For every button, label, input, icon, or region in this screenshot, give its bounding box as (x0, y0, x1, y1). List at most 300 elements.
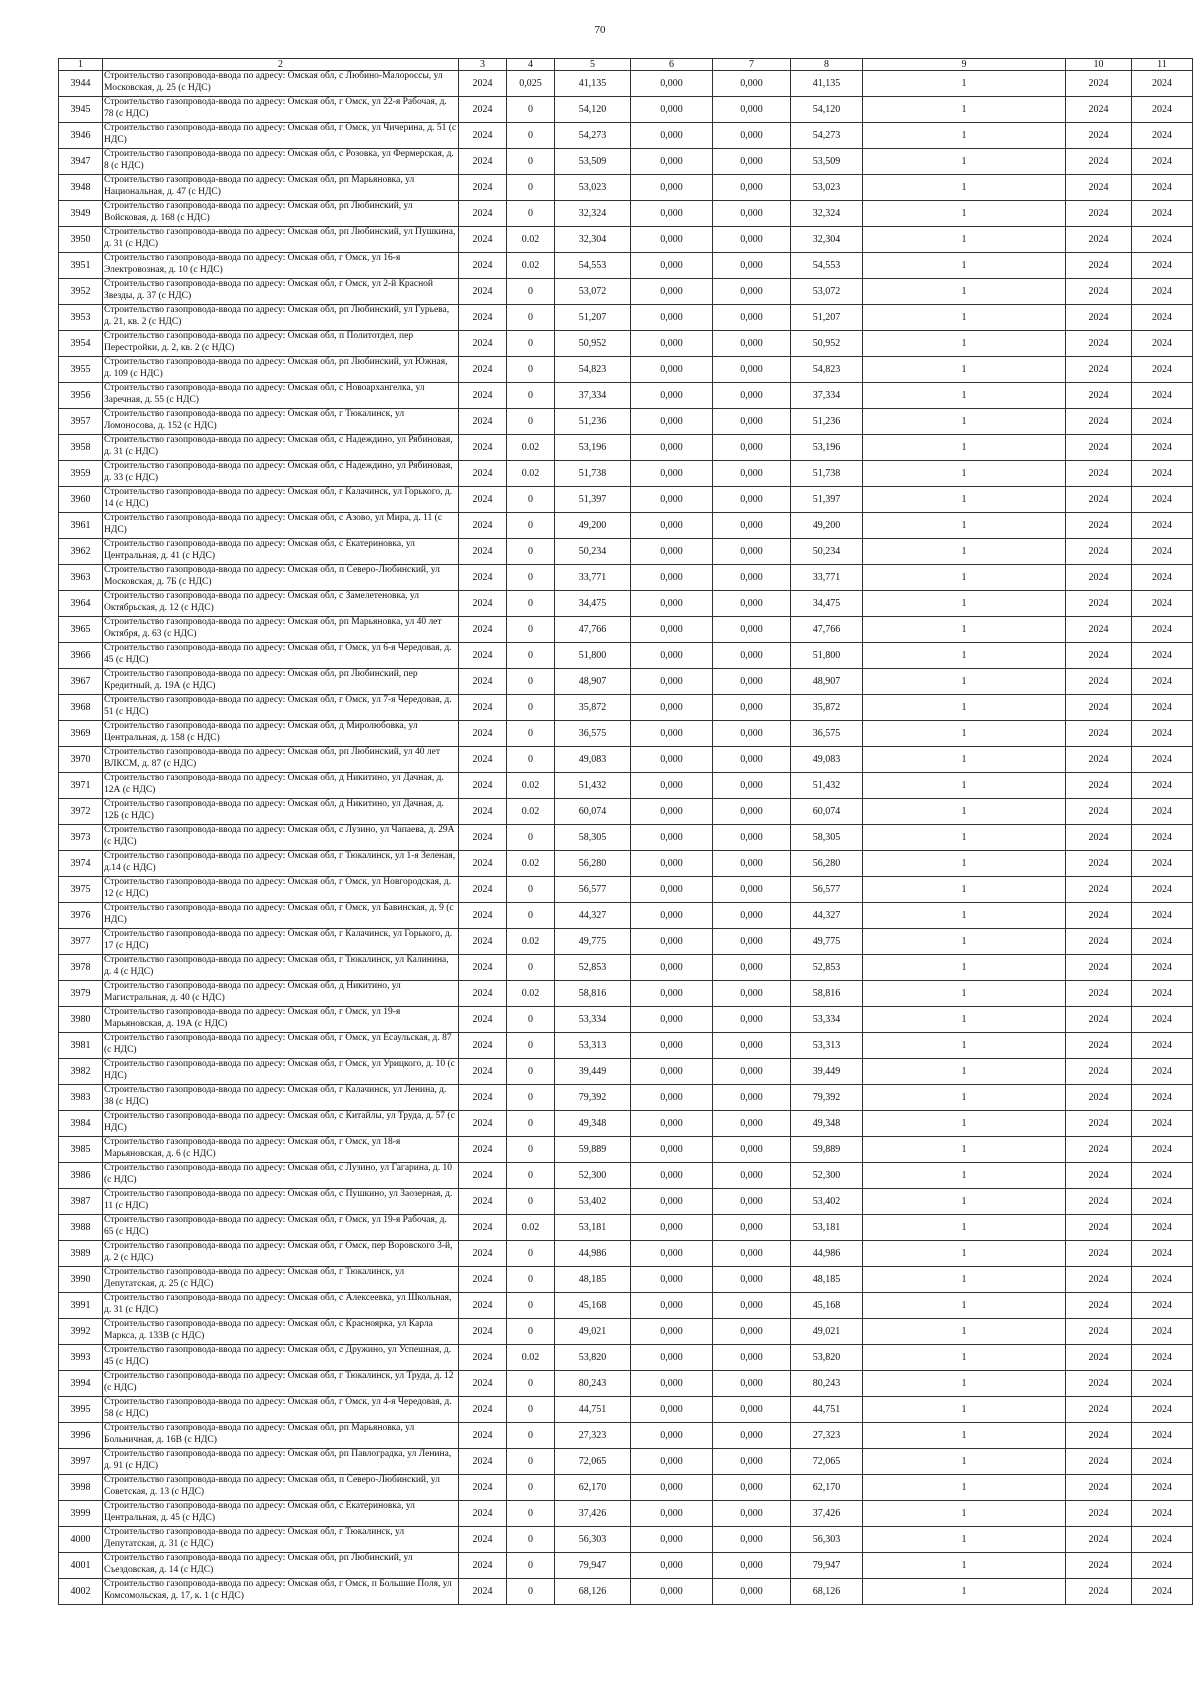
table-row (59, 1475, 1193, 1501)
col7-value-cell: 0,000 (713, 279, 791, 305)
col7-value-cell: 0,000 (713, 1059, 791, 1085)
col11-year-cell: 2024 (1132, 617, 1193, 643)
col6-value-cell: 0,000 (631, 227, 713, 253)
col11-year-cell: 2024 (1132, 1033, 1193, 1059)
length-cell: 0 (507, 1111, 555, 1137)
total-cost-cell: 62,170 (555, 1475, 631, 1501)
col7-value-cell: 0,000 (713, 695, 791, 721)
col7-value-cell: 0,000 (713, 1527, 791, 1553)
cost-value-cell: 44,986 (791, 1241, 863, 1267)
col11-year-cell: 2024 (1132, 1319, 1193, 1345)
start-year-cell: 2024 (459, 695, 507, 721)
cost-value-cell: 41,135 (791, 71, 863, 97)
work-description-cell: Строительство газопровода-ввода по адресу: Омская обл, п Северо-Любинский, ул Московская, д. 7Б (с НДС) (103, 565, 459, 591)
length-cell: 0.02 (507, 1345, 555, 1371)
cost-value-cell: 54,120 (791, 97, 863, 123)
row-number-cell: 3977 (59, 929, 103, 955)
col6-value-cell: 0,000 (631, 773, 713, 799)
total-cost-cell: 53,820 (555, 1345, 631, 1371)
start-year-cell: 2024 (459, 799, 507, 825)
col7-value-cell: 0,000 (713, 175, 791, 201)
col6-value-cell: 0,000 (631, 1059, 713, 1085)
col6-value-cell: 0,000 (631, 123, 713, 149)
col6-value-cell: 0,000 (631, 617, 713, 643)
row-number-cell: 3976 (59, 903, 103, 929)
work-description-cell: Строительство газопровода-ввода по адресу: Омская обл, с Розовка, ул Фермерская, д. 8 (с НДС) (103, 149, 459, 175)
cost-value-cell: 34,475 (791, 591, 863, 617)
col6-value-cell: 0,000 (631, 1033, 713, 1059)
start-year-cell: 2024 (459, 539, 507, 565)
work-description-cell: Строительство газопровода-ввода по адресу: Омская обл, г Омск, ул 2-й Красной Звезды, д. 37 (с НДС) (103, 279, 459, 305)
length-cell: 0 (507, 721, 555, 747)
register-table (58, 58, 1193, 1605)
work-description-cell: Строительство газопровода-ввода по адресу: Омская обл, рп Марьяновка, ул Национальная, д. 47 (с НДС) (103, 175, 459, 201)
total-cost-cell: 50,234 (555, 539, 631, 565)
length-cell: 0 (507, 1579, 555, 1605)
length-cell: 0 (507, 1423, 555, 1449)
col11-year-cell: 2024 (1132, 1397, 1193, 1423)
row-number-cell: 3970 (59, 747, 103, 773)
table-row (59, 1085, 1193, 1111)
col10-year-cell: 2024 (1066, 1293, 1132, 1319)
row-number-cell: 3979 (59, 981, 103, 1007)
work-description-cell: Строительство газопровода-ввода по адресу: Омская обл, г Омск, ул 7-я Чередовая, д. 51 (с НДС) (103, 695, 459, 721)
row-number-cell: 3971 (59, 773, 103, 799)
total-cost-cell: 54,273 (555, 123, 631, 149)
col6-value-cell: 0,000 (631, 851, 713, 877)
col6-value-cell: 0,000 (631, 1319, 713, 1345)
quantity-cell: 1 (863, 201, 1066, 227)
col7-value-cell: 0,000 (713, 1423, 791, 1449)
start-year-cell: 2024 (459, 435, 507, 461)
col7-value-cell: 0,000 (713, 123, 791, 149)
col11-year-cell: 2024 (1132, 695, 1193, 721)
col10-year-cell: 2024 (1066, 747, 1132, 773)
col10-year-cell: 2024 (1066, 617, 1132, 643)
col7-value-cell: 0,000 (713, 1085, 791, 1111)
work-description-cell: Строительство газопровода-ввода по адресу: Омская обл, г Тюкалинск, ул Депутатская, д. 31 (с НДС) (103, 1527, 459, 1553)
row-number-cell: 3945 (59, 97, 103, 123)
cost-value-cell: 79,392 (791, 1085, 863, 1111)
row-number-cell: 3992 (59, 1319, 103, 1345)
cost-value-cell: 58,305 (791, 825, 863, 851)
col11-year-cell: 2024 (1132, 1501, 1193, 1527)
col6-value-cell: 0,000 (631, 1241, 713, 1267)
col6-value-cell: 0,000 (631, 721, 713, 747)
start-year-cell: 2024 (459, 1345, 507, 1371)
row-number-cell: 3983 (59, 1085, 103, 1111)
table-row (59, 1189, 1193, 1215)
work-description-cell: Строительство газопровода-ввода по адресу: Омская обл, рп Любинский, ул 40 лет ВЛКСМ, д. 87 (с НДС) (103, 747, 459, 773)
col7-value-cell: 0,000 (713, 1579, 791, 1605)
cost-value-cell: 51,800 (791, 643, 863, 669)
col7-value-cell: 0,000 (713, 721, 791, 747)
col10-year-cell: 2024 (1066, 1345, 1132, 1371)
row-number-cell: 3996 (59, 1423, 103, 1449)
total-cost-cell: 53,196 (555, 435, 631, 461)
length-cell: 0 (507, 1267, 555, 1293)
col11-year-cell: 2024 (1132, 305, 1193, 331)
cost-value-cell: 49,775 (791, 929, 863, 955)
col7-value-cell: 0,000 (713, 1241, 791, 1267)
col10-year-cell: 2024 (1066, 877, 1132, 903)
table-row (59, 591, 1193, 617)
start-year-cell: 2024 (459, 669, 507, 695)
quantity-cell: 1 (863, 227, 1066, 253)
table-row (59, 1293, 1193, 1319)
col7-value-cell: 0,000 (713, 97, 791, 123)
work-description-cell: Строительство газопровода-ввода по адресу: Омская обл, с Азово, ул Мира, д. 11 (с НДС) (103, 513, 459, 539)
col6-value-cell: 0,000 (631, 201, 713, 227)
row-number-cell: 3959 (59, 461, 103, 487)
col6-value-cell: 0,000 (631, 1371, 713, 1397)
work-description-cell: Строительство газопровода-ввода по адресу: Омская обл, с Екатериновка, ул Центральная, д. 41 (с НДС) (103, 539, 459, 565)
cost-value-cell: 50,234 (791, 539, 863, 565)
col7-value-cell: 0,000 (713, 253, 791, 279)
cost-value-cell: 53,196 (791, 435, 863, 461)
cost-value-cell: 56,577 (791, 877, 863, 903)
col7-value-cell: 0,000 (713, 71, 791, 97)
col11-year-cell: 2024 (1132, 773, 1193, 799)
table-row (59, 981, 1193, 1007)
start-year-cell: 2024 (459, 1475, 507, 1501)
row-number-cell: 3994 (59, 1371, 103, 1397)
col10-year-cell: 2024 (1066, 1267, 1132, 1293)
start-year-cell: 2024 (459, 149, 507, 175)
quantity-cell: 1 (863, 513, 1066, 539)
cost-value-cell: 56,303 (791, 1527, 863, 1553)
table-row (59, 227, 1193, 253)
quantity-cell: 1 (863, 1475, 1066, 1501)
length-cell: 0 (507, 1397, 555, 1423)
quantity-cell: 1 (863, 409, 1066, 435)
row-number-cell: 3969 (59, 721, 103, 747)
total-cost-cell: 54,120 (555, 97, 631, 123)
cost-value-cell: 54,553 (791, 253, 863, 279)
work-description-cell: Строительство газопровода-ввода по адресу: Омская обл, с Любино-Малороссы, ул Московская, д. 25 (с НДС) (103, 71, 459, 97)
total-cost-cell: 72,065 (555, 1449, 631, 1475)
length-cell: 0 (507, 955, 555, 981)
cost-value-cell: 68,126 (791, 1579, 863, 1605)
col11-year-cell: 2024 (1132, 1189, 1193, 1215)
start-year-cell: 2024 (459, 1397, 507, 1423)
row-number-cell: 3997 (59, 1449, 103, 1475)
quantity-cell: 1 (863, 383, 1066, 409)
col6-value-cell: 0,000 (631, 981, 713, 1007)
col11-year-cell: 2024 (1132, 981, 1193, 1007)
row-number-cell: 3987 (59, 1189, 103, 1215)
column-header: 4 (507, 59, 555, 71)
col7-value-cell: 0,000 (713, 851, 791, 877)
col11-year-cell: 2024 (1132, 1059, 1193, 1085)
row-number-cell: 3973 (59, 825, 103, 851)
row-number-cell: 3949 (59, 201, 103, 227)
col10-year-cell: 2024 (1066, 1215, 1132, 1241)
work-description-cell: Строительство газопровода-ввода по адресу: Омская обл, г Омск, п Большие Поля, ул Комсомольская, д. 17, к. 1 (с НДС) (103, 1579, 459, 1605)
col11-year-cell: 2024 (1132, 1579, 1193, 1605)
col11-year-cell: 2024 (1132, 383, 1193, 409)
total-cost-cell: 51,432 (555, 773, 631, 799)
row-number-cell: 3982 (59, 1059, 103, 1085)
work-description-cell: Строительство газопровода-ввода по адресу: Омская обл, г Калачинск, ул Горького, д. 17 (с НДС) (103, 929, 459, 955)
row-number-cell: 3964 (59, 591, 103, 617)
col7-value-cell: 0,000 (713, 1475, 791, 1501)
total-cost-cell: 53,334 (555, 1007, 631, 1033)
col6-value-cell: 0,000 (631, 643, 713, 669)
row-number-cell: 3965 (59, 617, 103, 643)
length-cell: 0 (507, 1163, 555, 1189)
start-year-cell: 2024 (459, 279, 507, 305)
col10-year-cell: 2024 (1066, 1579, 1132, 1605)
col10-year-cell: 2024 (1066, 851, 1132, 877)
quantity-cell: 1 (863, 591, 1066, 617)
col6-value-cell: 0,000 (631, 253, 713, 279)
work-description-cell: Строительство газопровода-ввода по адресу: Омская обл, г Омск, ул 22-я Рабочая, д. 78 (с НДС) (103, 97, 459, 123)
table-row (59, 825, 1193, 851)
length-cell: 0 (507, 1007, 555, 1033)
table-row (59, 955, 1193, 981)
work-description-cell: Строительство газопровода-ввода по адресу: Омская обл, с Замелетеновка, ул Октябрьская, д. 12 (с НДС) (103, 591, 459, 617)
col7-value-cell: 0,000 (713, 929, 791, 955)
col7-value-cell: 0,000 (713, 773, 791, 799)
length-cell: 0 (507, 903, 555, 929)
col10-year-cell: 2024 (1066, 1189, 1132, 1215)
col10-year-cell: 2024 (1066, 643, 1132, 669)
length-cell: 0 (507, 1241, 555, 1267)
col7-value-cell: 0,000 (713, 305, 791, 331)
table-row (59, 539, 1193, 565)
col6-value-cell: 0,000 (631, 1553, 713, 1579)
cost-value-cell: 37,334 (791, 383, 863, 409)
work-description-cell: Строительство газопровода-ввода по адресу: Омская обл, г Тюкалинск, ул Депутатская, д. 25 (с НДС) (103, 1267, 459, 1293)
column-header: 11 (1132, 59, 1193, 71)
row-number-cell: 3950 (59, 227, 103, 253)
work-description-cell: Строительство газопровода-ввода по адресу: Омская обл, г Омск, ул 19-я Марьяновская, д. 19А (с НДС) (103, 1007, 459, 1033)
cost-value-cell: 27,323 (791, 1423, 863, 1449)
length-cell: 0 (507, 487, 555, 513)
start-year-cell: 2024 (459, 383, 507, 409)
table-row (59, 1215, 1193, 1241)
start-year-cell: 2024 (459, 825, 507, 851)
col11-year-cell: 2024 (1132, 461, 1193, 487)
start-year-cell: 2024 (459, 1163, 507, 1189)
col6-value-cell: 0,000 (631, 461, 713, 487)
col7-value-cell: 0,000 (713, 955, 791, 981)
start-year-cell: 2024 (459, 851, 507, 877)
quantity-cell: 1 (863, 617, 1066, 643)
col7-value-cell: 0,000 (713, 1501, 791, 1527)
col10-year-cell: 2024 (1066, 1241, 1132, 1267)
quantity-cell: 1 (863, 903, 1066, 929)
quantity-cell: 1 (863, 721, 1066, 747)
quantity-cell: 1 (863, 539, 1066, 565)
col11-year-cell: 2024 (1132, 149, 1193, 175)
cost-value-cell: 47,766 (791, 617, 863, 643)
table-row (59, 383, 1193, 409)
start-year-cell: 2024 (459, 305, 507, 331)
table-row (59, 487, 1193, 513)
start-year-cell: 2024 (459, 1501, 507, 1527)
cost-value-cell: 36,575 (791, 721, 863, 747)
col10-year-cell: 2024 (1066, 955, 1132, 981)
quantity-cell: 1 (863, 487, 1066, 513)
cost-value-cell: 48,907 (791, 669, 863, 695)
col10-year-cell: 2024 (1066, 1163, 1132, 1189)
cost-value-cell: 35,872 (791, 695, 863, 721)
cost-value-cell: 51,236 (791, 409, 863, 435)
col11-year-cell: 2024 (1132, 279, 1193, 305)
work-description-cell: Строительство газопровода-ввода по адресу: Омская обл, с Надеждино, ул Рябиновая, д. 31 (с НДС) (103, 435, 459, 461)
length-cell: 0 (507, 565, 555, 591)
work-description-cell: Строительство газопровода-ввода по адресу: Омская обл, д Никитино, ул Дачная, д. 12Б (с НДС) (103, 799, 459, 825)
total-cost-cell: 56,577 (555, 877, 631, 903)
table-row (59, 1397, 1193, 1423)
length-cell: 0 (507, 539, 555, 565)
col7-value-cell: 0,000 (713, 1371, 791, 1397)
table-row (59, 1163, 1193, 1189)
col10-year-cell: 2024 (1066, 383, 1132, 409)
row-number-cell: 3961 (59, 513, 103, 539)
start-year-cell: 2024 (459, 1553, 507, 1579)
work-description-cell: Строительство газопровода-ввода по адресу: Омская обл, г Тюкалинск, ул Труда, д. 12 (с НДС) (103, 1371, 459, 1397)
quantity-cell: 1 (863, 1059, 1066, 1085)
row-number-cell: 3988 (59, 1215, 103, 1241)
col7-value-cell: 0,000 (713, 435, 791, 461)
table-row (59, 773, 1193, 799)
col11-year-cell: 2024 (1132, 955, 1193, 981)
col7-value-cell: 0,000 (713, 1111, 791, 1137)
col10-year-cell: 2024 (1066, 799, 1132, 825)
start-year-cell: 2024 (459, 487, 507, 513)
col7-value-cell: 0,000 (713, 1397, 791, 1423)
col11-year-cell: 2024 (1132, 1085, 1193, 1111)
quantity-cell: 1 (863, 1553, 1066, 1579)
cost-value-cell: 53,334 (791, 1007, 863, 1033)
col6-value-cell: 0,000 (631, 1085, 713, 1111)
quantity-cell: 1 (863, 1111, 1066, 1137)
start-year-cell: 2024 (459, 981, 507, 1007)
quantity-cell: 1 (863, 357, 1066, 383)
start-year-cell: 2024 (459, 591, 507, 617)
row-number-cell: 3963 (59, 565, 103, 591)
column-header: 3 (459, 59, 507, 71)
table-row (59, 799, 1193, 825)
row-number-cell: 3978 (59, 955, 103, 981)
table-row (59, 1241, 1193, 1267)
cost-value-cell: 80,243 (791, 1371, 863, 1397)
cost-value-cell: 79,947 (791, 1553, 863, 1579)
col10-year-cell: 2024 (1066, 1475, 1132, 1501)
work-description-cell: Строительство газопровода-ввода по адресу: Омская обл, г Омск, ул 16-я Электровозная, д. 10 (с НДС) (103, 253, 459, 279)
page-number: 70 (594, 24, 606, 36)
col10-year-cell: 2024 (1066, 1423, 1132, 1449)
length-cell: 0 (507, 1033, 555, 1059)
col10-year-cell: 2024 (1066, 123, 1132, 149)
start-year-cell: 2024 (459, 1449, 507, 1475)
col11-year-cell: 2024 (1132, 565, 1193, 591)
col11-year-cell: 2024 (1132, 1267, 1193, 1293)
col7-value-cell: 0,000 (713, 669, 791, 695)
work-description-cell: Строительство газопровода-ввода по адресу: Омская обл, с Лузино, ул Гагарина, д. 10 (с НДС) (103, 1163, 459, 1189)
table-row (59, 1059, 1193, 1085)
row-number-cell: 3991 (59, 1293, 103, 1319)
col11-year-cell: 2024 (1132, 669, 1193, 695)
col11-year-cell: 2024 (1132, 253, 1193, 279)
quantity-cell: 1 (863, 175, 1066, 201)
col10-year-cell: 2024 (1066, 71, 1132, 97)
row-number-cell: 3957 (59, 409, 103, 435)
quantity-cell: 1 (863, 669, 1066, 695)
start-year-cell: 2024 (459, 721, 507, 747)
total-cost-cell: 48,907 (555, 669, 631, 695)
col7-value-cell: 0,000 (713, 747, 791, 773)
quantity-cell: 1 (863, 279, 1066, 305)
cost-value-cell: 58,816 (791, 981, 863, 1007)
col7-value-cell: 0,000 (713, 227, 791, 253)
total-cost-cell: 45,168 (555, 1293, 631, 1319)
table-row (59, 1501, 1193, 1527)
table-body (59, 71, 1193, 1605)
col6-value-cell: 0,000 (631, 747, 713, 773)
work-description-cell: Строительство газопровода-ввода по адресу: Омская обл, с Красноярка, ул Карла Маркса, д. 133В (с НДС) (103, 1319, 459, 1345)
work-description-cell: Строительство газопровода-ввода по адресу: Омская обл, г Омск, ул Урицкого, д. 10 (с НДС) (103, 1059, 459, 1085)
col7-value-cell: 0,000 (713, 383, 791, 409)
total-cost-cell: 33,771 (555, 565, 631, 591)
col11-year-cell: 2024 (1132, 1007, 1193, 1033)
length-cell: 0 (507, 1137, 555, 1163)
col11-year-cell: 2024 (1132, 591, 1193, 617)
col10-year-cell: 2024 (1066, 1085, 1132, 1111)
cost-value-cell: 72,065 (791, 1449, 863, 1475)
col6-value-cell: 0,000 (631, 877, 713, 903)
quantity-cell: 1 (863, 1397, 1066, 1423)
col10-year-cell: 2024 (1066, 1501, 1132, 1527)
col10-year-cell: 2024 (1066, 149, 1132, 175)
work-description-cell: Строительство газопровода-ввода по адресу: Омская обл, рп Любинский, ул Гурьева, д. 21, кв. 2 (с НДС) (103, 305, 459, 331)
length-cell: 0.02 (507, 773, 555, 799)
table-row (59, 1111, 1193, 1137)
quantity-cell: 1 (863, 1423, 1066, 1449)
col6-value-cell: 0,000 (631, 71, 713, 97)
quantity-cell: 1 (863, 825, 1066, 851)
col10-year-cell: 2024 (1066, 409, 1132, 435)
col6-value-cell: 0,000 (631, 539, 713, 565)
start-year-cell: 2024 (459, 513, 507, 539)
quantity-cell: 1 (863, 435, 1066, 461)
quantity-cell: 1 (863, 747, 1066, 773)
work-description-cell: Строительство газопровода-ввода по адресу: Омская обл, с Китайлы, ул Труда, д. 57 (с НДС) (103, 1111, 459, 1137)
cost-value-cell: 54,823 (791, 357, 863, 383)
row-number-cell: 3975 (59, 877, 103, 903)
table-row (59, 1449, 1193, 1475)
quantity-cell: 1 (863, 1579, 1066, 1605)
work-description-cell: Строительство газопровода-ввода по адресу: Омская обл, г Тюкалинск, ул Калинина, д. 4 (с НДС) (103, 955, 459, 981)
col6-value-cell: 0,000 (631, 1267, 713, 1293)
cost-value-cell: 32,304 (791, 227, 863, 253)
total-cost-cell: 68,126 (555, 1579, 631, 1605)
work-description-cell: Строительство газопровода-ввода по адресу: Омская обл, г Омск, ул Новгородская, д. 12 (с НДС) (103, 877, 459, 903)
col7-value-cell: 0,000 (713, 591, 791, 617)
total-cost-cell: 51,207 (555, 305, 631, 331)
cost-value-cell: 53,509 (791, 149, 863, 175)
length-cell: 0,025 (507, 71, 555, 97)
length-cell: 0 (507, 1501, 555, 1527)
row-number-cell: 3948 (59, 175, 103, 201)
quantity-cell: 1 (863, 643, 1066, 669)
total-cost-cell: 53,509 (555, 149, 631, 175)
cost-value-cell: 53,023 (791, 175, 863, 201)
total-cost-cell: 59,889 (555, 1137, 631, 1163)
